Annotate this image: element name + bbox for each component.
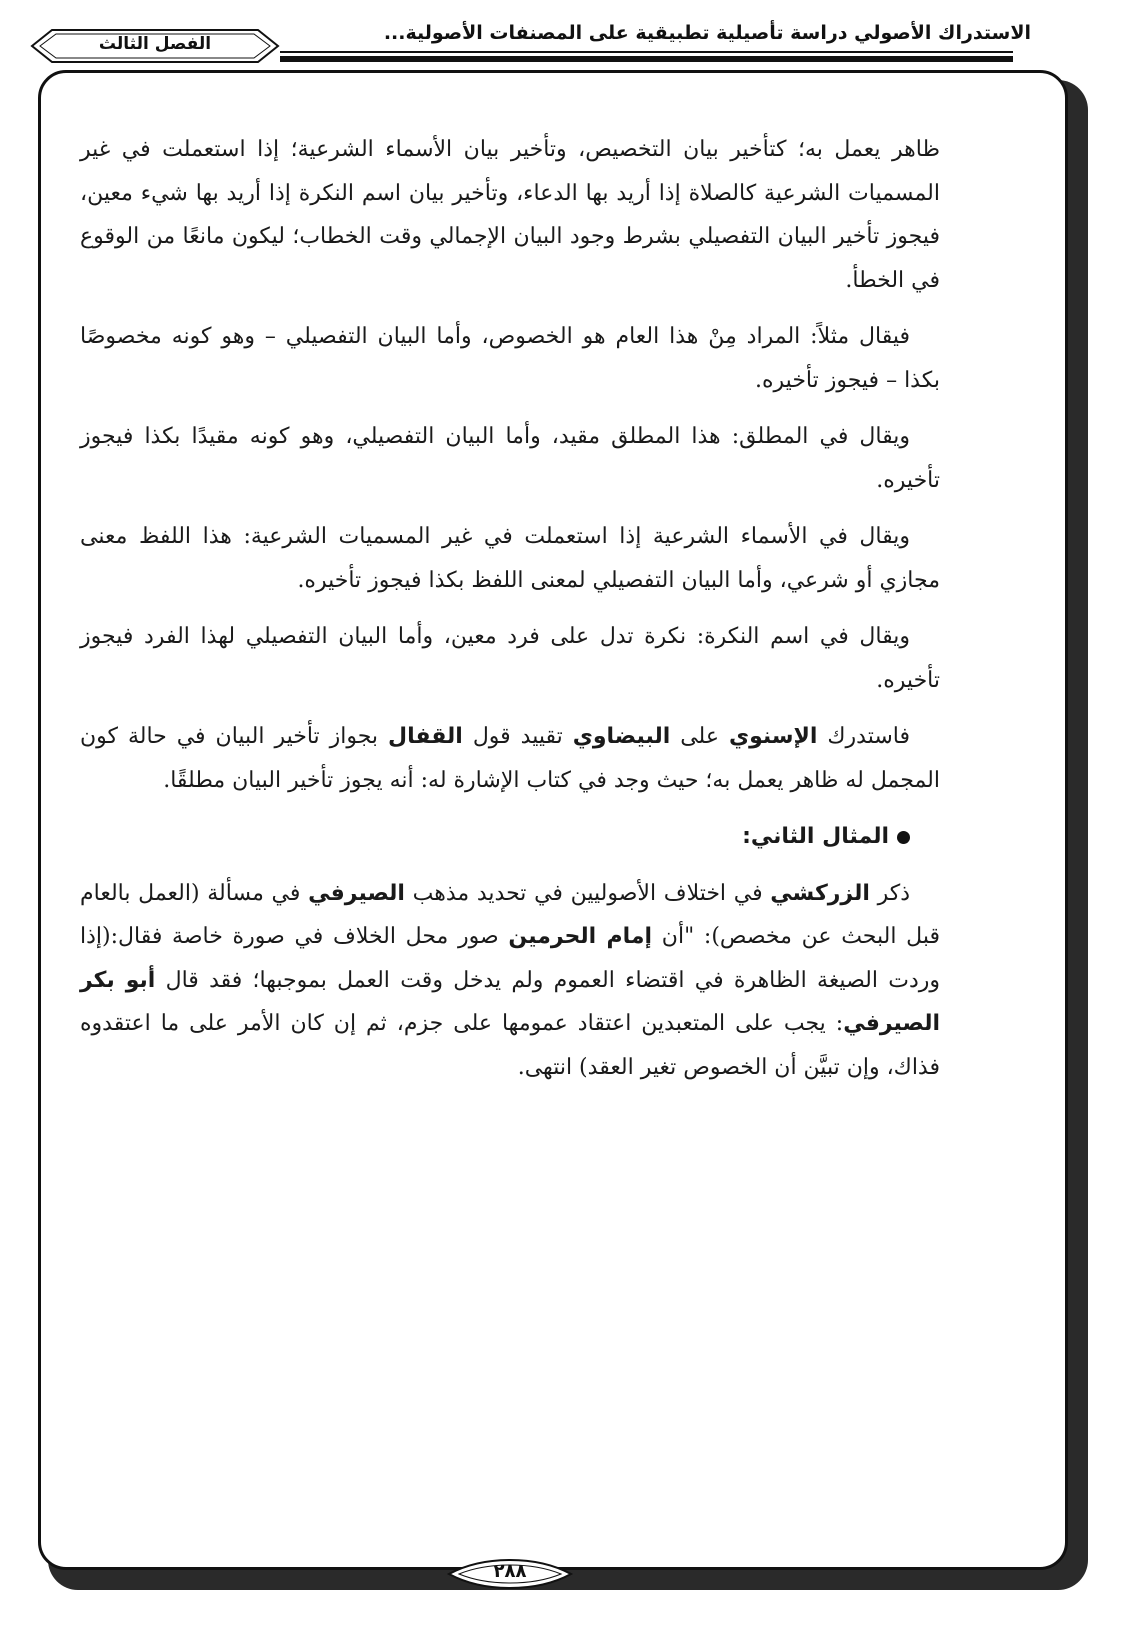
section-heading: المثال الثاني:	[80, 815, 940, 859]
paragraph-4: ويقال في الأسماء الشرعية إذا استعملت في غير المسميات الشرعية: هذا اللفظ معنى مجازي أو شرعي، وأما البيان التفصيلي لمعنى اللفظ بكذا فيجوز تأخيره.	[80, 524, 940, 593]
bullet-icon	[897, 831, 910, 844]
page-number-badge	[445, 1558, 575, 1590]
name-baydawi: البيضاوي	[572, 724, 671, 749]
paragraph-6: فاستدرك الإسنوي على البيضاوي تقييد قول القفال بجواز تأخير البيان في حالة كون المجمل له ظاهر يعمل به؛ حيث وجد في كتاب الإشارة له: أنه يجوز تأخير البيان مطلقًا.	[80, 724, 940, 793]
paragraph-3: ويقال في المطلق: هذا المطلق مقيد، وأما البيان التفصيلي، وهو كونه مقيدًا بكذا فيجوز تأخيره.	[80, 424, 940, 493]
paragraph-5: ويقال في اسم النكرة: نكرة تدل على فرد معين، وأما البيان التفصيلي لهذا الفرد فيجوز تأخيره.	[80, 624, 940, 693]
name-sayrafi: الصيرفي	[308, 880, 405, 906]
page-body	[80, 128, 940, 1102]
header-rule-thin	[280, 51, 1013, 53]
chapter-label: الفصل الثالث	[98, 34, 212, 54]
running-title: الاستدراك الأصولي دراسة تأصيلية تطبيقية على المصنفات الأصولية...	[383, 22, 1031, 44]
paragraph-2: فيقال مثلاً: المراد مِنْ هذا العام هو الخصوص، وأما البيان التفصيلي – وهو كونه مخصوصًا بكذا – فيجوز تأخيره.	[80, 324, 940, 393]
chapter-tab	[30, 28, 280, 64]
paragraph-1: ظاهر يعمل به؛ كتأخير بيان التخصيص، وتأخير بيان الأسماء الشرعية؛ إذا استعملت في غير المسميات الشرعية كالصلاة إذا أريد بها الدعاء، وتأخير بيان اسم النكرة إذا أريد بها شيء معين، فيجوز تأخير البيان التفصيلي بشرط وجود البيان الإجمالي وقت الخطاب؛ ليكون مانعًا من الوقوع في الخطأ.	[80, 137, 940, 293]
paragraph-7: ذكر الزركشي في اختلاف الأصوليين في تحديد مذهب الصيرفي في مسألة (العمل بالعام قبل البحث عن مخصص): "أن إمام الحرمين صور محل الخلاف في صورة خاصة فقال:(إذا وردت الصيغة الظاهرة في اقتضاء العموم ولم يدخل وقت العمل بموجبها؛ فقد قال أبو بكر الصيرفي: يجب على المتعبدين اعتقاد عمومها على جزم، ثم إن كان الأمر على ما اعتقدوه فذاك، وإن تبيَّن أن الخصوص تغير العقد) انتهى.	[80, 880, 941, 1080]
page-number: ٢٨٨	[493, 1561, 527, 1582]
name-abu-bakr-sayrafi: أبو بكر الصيرفي	[80, 967, 940, 1036]
name-zarkashi: الزركشي	[770, 880, 870, 906]
name-isnawi: الإسنوي	[728, 724, 818, 749]
name-imam-haramayn: إمام الحرمين	[508, 924, 653, 949]
header-rule-thick	[280, 56, 1013, 62]
name-qaffal: القفال	[388, 724, 463, 749]
